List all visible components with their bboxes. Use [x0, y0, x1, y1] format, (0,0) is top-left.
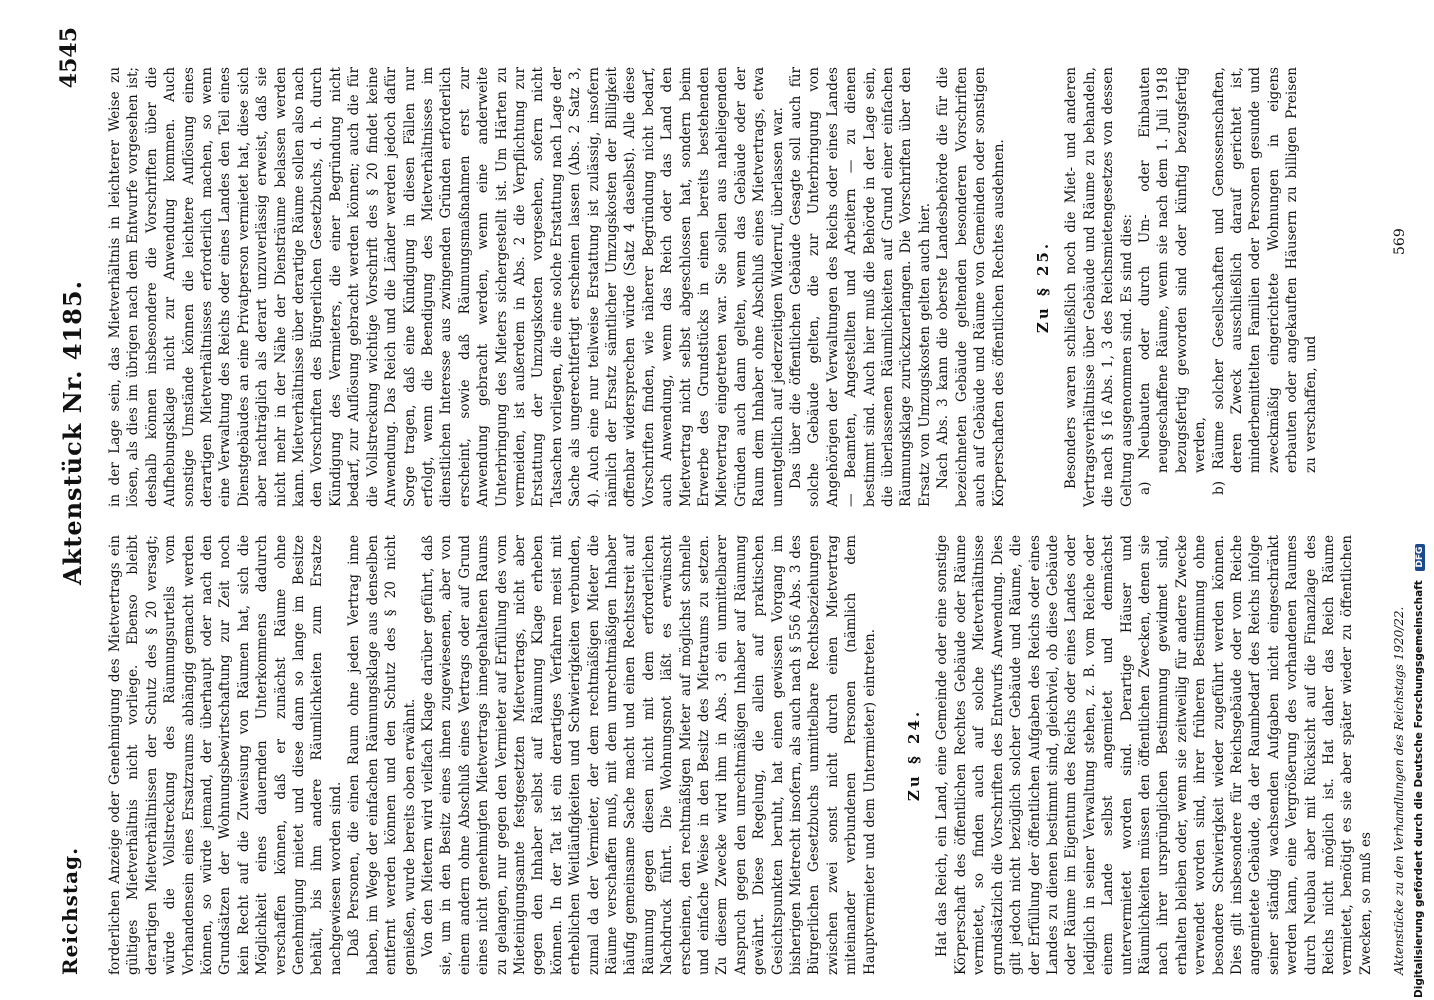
footer-note: Aktenstücke zu den Verhandlungen des Reichstags 1920/22.	[1392, 606, 1406, 975]
header-title: Aktenstück Nr. 4185.	[58, 280, 87, 585]
paragraph: forderlichen Anzeige oder Genehmigung des Mietvertrags ein gültiges Mietverhältnis nicht vorliege. Ebenso bleibt derartigen Mietverhältnissen der Schutz des § 20 versagt; würde die Vollstreckung des Räumungsurteils vom Vorhandensein eines Ersatzraums abhängig gemacht werden können, so würde jemand, der überhaupt oder nach den Grundsätzen der Wohnungsbewirtschaftung zur Zeit noch kein Recht auf die Zuweisung von Räumen hat, sich die Möglichkeit eines dauernden Unterkommens dadurch verschaffen können, daß er zunächst Räume ohne Genehmigung mietet und diese dann so lange im Besitze behält, bis ihm andere Räumlichkeiten zum Ersatze nachgewiesen worden sind.	[107, 535, 344, 975]
paragraph: Hat das Reich, ein Land, eine Gemeinde oder eine sonstige Körperschaft des öffentlichen Rechtes Gebäude oder Räume vermietet, so finden auch auf solche Mietverhältnisse grundsätzlich die Vorschriften des Entwurfs Anwendung. Dies gilt jedoch nicht bezüglich solcher Gebäude und Räume, die der Erfüllung der öffentlichen Aufgaben des Reichs oder eines Landes zu dienen bestimmt sind, gleichviel, ob diese Gebäude oder Räume im Eigentum des Reichs oder eines Landes oder lediglich in seiner Verwaltung stehen, z. B. vom Reiche oder einem Lande selbst angemietet und demnächst untervermietet worden sind. Derartige Häuser und Räumlichkeiten müssen den öffentlichen Zwecken, denen sie nach ihrer ursprünglichen Bestimmung gewidmet sind, erhalten bleiben oder, wenn sie zeitweilig für andere Zwecke verwendet worden sind, ihrer früheren Bestimmung ohne besondere Schwierigkeit wieder zugeführt werden können. Dies gilt insbesondere für Reichsgebäude oder vom Reiche angemietete Gebäude, da der Raumbedarf des Reichs infolge seiner ständig wachsenden Aufgaben nicht eingeschränkt werden kann, eine Vergrößerung des vorhandenen Raumes durch Neubau aber mit Rücksicht auf die Finanzlage des Reichs nicht möglich ist. Hat daher das Reich Räume vermietet, benötigt es sie aber später wieder zu öffentlichen Zwecken, so muß es	[934, 535, 1374, 975]
paragraph: Von den Mietern wird vielfach Klage darüber geführt, daß sie, um in den Besitz eines ihnen zugewiesenen, aber von einem andern ohne Abschluß eines Vertrags oder auf Grund eines nicht genehmigten Mietvertrags innegehaltenen Raums zu gelangen, nur gegen den Vermieter auf Erfüllung des vom Mieteinigungsamte festgesetzten Mietvertrags, nicht aber gegen den Inhaber selbst auf Räumung Klage erheben können. In der Tat ist ein derartiges Verfahren meist mit erheblichen Weitläufigkeiten und Schwierigkeiten verbunden, zumal da der Vermieter, der dem rechtmäßigen Mieter die Räume verschaffen muß, mit dem unrechtmäßigen Inhaber häufig gemeinsame Sache macht und einen Rechtsstreit auf Räumung gegen diesen nicht mit dem erforderlichen Nachdruck führt. Die Wohnungsnot läßt es erwünscht erscheinen, den rechtmäßigen Mieter auf möglichst schnelle und einfache Weise in den Besitz des Mietraums zu setzen. Zu diesem Zwecke wird ihm in Abs. 3 ein unmittelbarer Anspruch gegen den unrechtmäßigen Inhaber auf Räumung gewährt. Diese Regelung, die allein auf praktischen Gesichtspunkten beruht, hat einen gewissen Vorgang im bisherigen Mietrecht insofern, als auch nach § 556 Abs. 3 des Bürgerlichen Gesetzbuchs unmittelbare Rechtsbeziehungen zwischen zwei sonst nicht durch einen Mietvertrag miteinander verbundenen Personen (nämlich dem Hauptvermieter und dem Untermieter) eintreten.	[419, 535, 878, 975]
dfg-logo: DFG	[1415, 544, 1425, 571]
section-heading: Zu § 24.	[905, 708, 924, 802]
paragraph: Daß Personen, die einen Raum ohne jeden Vertrag inne haben, im Wege der einfachen Räumungsklage aus denselben entfernt werden können und den Schutz des § 20 nicht genießen, wurde bereits oben erwähnt.	[346, 535, 418, 975]
credit-text: Digitalisierung gefördert durch die Deutsche Forschungsgemeinschaft	[1413, 580, 1425, 998]
page-number: 4545	[56, 27, 82, 89]
list-item: a) Neubauten oder durch Um- oder Einbauten neugeschaffene Räume, wenn sie nach dem 1. Juli 1918 bezugsfertig geworden sind oder künftig bezugsfertig werden,	[1136, 67, 1209, 495]
running-header	[56, 85, 90, 975]
sheet-signature: 569	[1392, 228, 1408, 255]
list-item: b) Räume solcher Gesellschaften und Genossenschaften, deren Zweck ausschließlich darauf gerichtet ist, minderbemittelten Familien oder Personen gesunde und zweckmäßig eingerichtete Wohnungen in eigens erbauten oder angekauften Häusern zu billigen Preisen zu verschaffen, und	[1210, 67, 1319, 495]
header-left: Reichstag.	[58, 846, 82, 975]
section-heading: Zu § 25.	[1033, 240, 1052, 334]
paragraph: Besonders waren schließlich noch die Miet- und anderen Vertragsverhältnisse über Gebäude und Räume zu behandeln, die nach § 16 Abs. 1, 3 des Reichsmietengesetzes von dessen Geltung ausgenommen sind. Es sind dies:	[1063, 67, 1135, 507]
digitization-credit	[1413, 544, 1425, 998]
paragraph: in der Lage sein, das Mietverhältnis in leichterer Weise zu lösen, als dies im übrigen nach dem Entwurfe vorgesehen ist; deshalb können insbesondere die Vorschriften über die Aufhebungsklage nicht zur Anwendung kommen. Auch sonstige Umstände können die leichtere Auflösung eines derartigen Mietverhältnisses erforderlich machen, so wenn eine Verwaltung des Reichs oder eines Landes den Teil eines Dienstgebäudes an eine Privatperson vermietet hat, diese sich aber nachträglich als derart unzuverlässig erweist, daß sie nicht mehr in der Nähe der Diensträume belassen werden kann. Mietverhältnisse über derartige Räume sollen also nach den Vorschriften des Bürgerlichen Gesetzbuchs, d. h. durch Kündigung des Vermieters, die einer Begründung nicht bedarf, zur Auflösung gebracht werden können; auch die für die Vollstreckung wichtige Vorschrift des § 20 findet keine Anwendung. Das Reich und die Länder werden jedoch dafür Sorge tragen, daß eine Kündigung in diesen Fällen nur erfolgt, wenn die Beendigung des Mietverhältnisses im dienstlichen Interesse aus zwingenden Gründen erforderlich erscheint, sowie daß Räumungsmaßnahmen erst zur Anwendung gebracht werden, wenn eine anderweite Unterbringung des Mieters sichergestellt ist. Um Härten zu vermeiden, ist außerdem in Abs. 2 die Verpflichtung zur Erstattung der Umzugskosten vorgesehen, sofern nicht Tatsachen vorliegen, die eine solche Erstattung nach Lage der Sache als ungerechtfertigt erscheinen lassen (Abs. 2 Satz 3, 4). Auch eine nur teilweise Erstattung ist zulässig, insofern nämlich der Ersatz sämtlicher Umzugskosten der Billigkeit offenbar widersprechen würde (Satz 4 daselbst). Alle diese Vorschriften finden, wie näherer Begründung nicht bedarf, auch Anwendung, wenn das Reich oder das Land den Mietvertrag nicht selbst abgeschlossen hat, sondern beim Erwerbe des Grundstücks in einen bereits bestehenden Mietvertrag eingetreten war. Sie sollen aus naheliegenden Gründen auch dann gelten, wenn das Gebäude oder der Raum dem Inhaber ohne Abschluß eines Mietvertrags, etwa unentgeltlich auf jederzeitigen Widerruf, überlassen war.	[107, 67, 786, 507]
paragraph: Nach Abs. 3 kann die oberste Landesbehörde die für die bezeichneten Gebäude geltenden besonderen Vorschriften auch auf Gebäude und Räume von Gemeinden oder sonstigen Körperschaften des öffentlichen Rechtes ausdehnen.	[935, 67, 1007, 507]
left-text-column	[106, 535, 1375, 975]
paragraph: Das über die öffentlichen Gebäude Gesagte soll auch für solche Gebäude gelten, die zur Unterbringung von Angehörigen der Verwaltungen des Reichs oder eines Landes — Beamten, Angestellten und Arbeitern — zu dienen bestimmt sind. Auch hier muß die Behörde in der Lage sein, die überlassenen Räumlichkeiten auf Grund einer einfachen Räumungsklage zurückzuerlangen. Die Vorschriften über den Ersatz von Umzugskosten gelten auch hier.	[788, 67, 933, 507]
rotated-document-sheet	[50, 25, 1410, 975]
right-text-column	[106, 67, 1320, 507]
